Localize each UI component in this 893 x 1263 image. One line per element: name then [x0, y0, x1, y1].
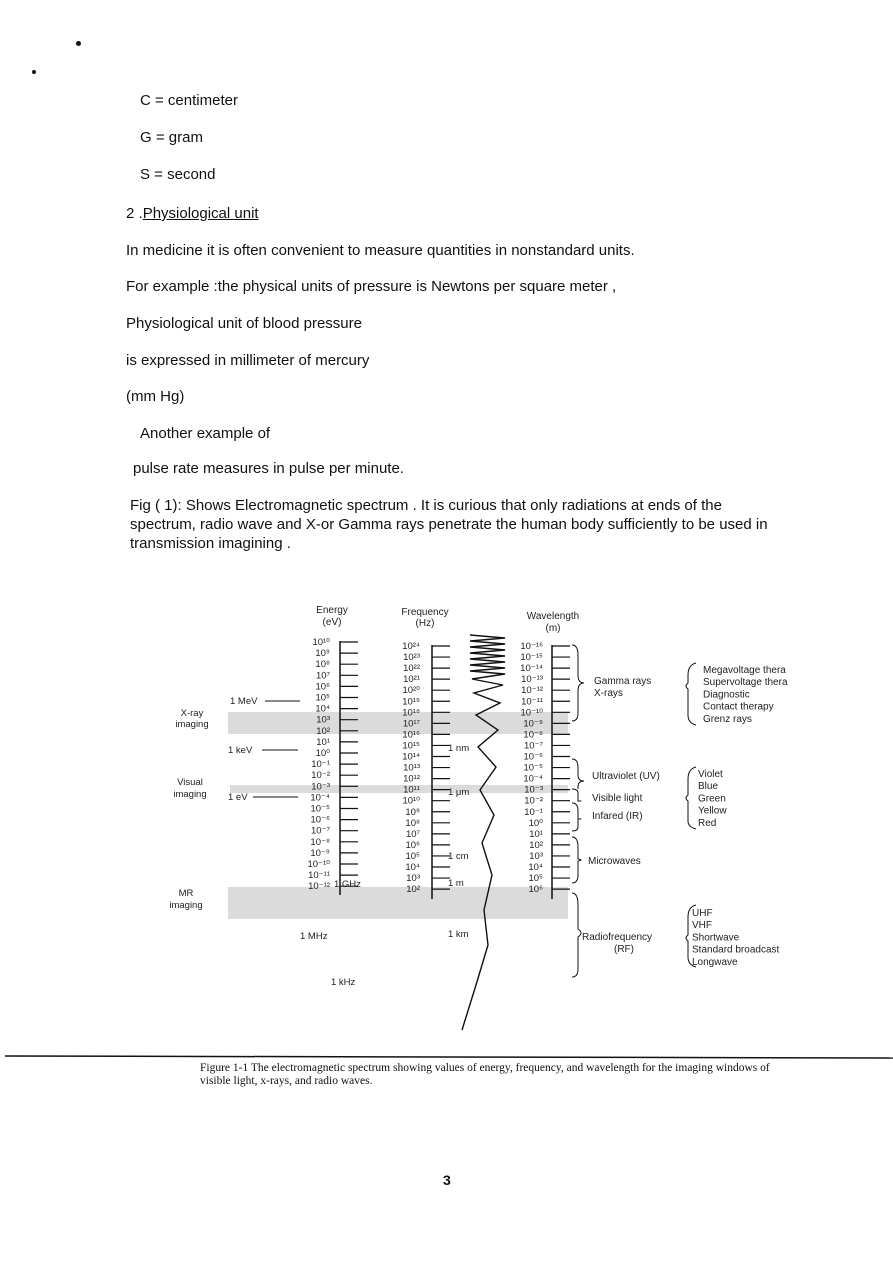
energy-tick-label: 10⁰	[315, 748, 330, 759]
xrays-label: X-rays	[594, 688, 623, 699]
gamma-rays-label: Gamma rays	[594, 676, 652, 687]
frequency-unit: (Hz)	[415, 618, 435, 629]
visible-light-label: Visible light	[592, 793, 643, 804]
wavelength-tick-label: 10⁻¹²	[521, 685, 543, 697]
section-number: 2 .	[126, 205, 143, 222]
wavelength-tick-label: 10¹	[529, 828, 543, 840]
color-item: Green	[698, 793, 726, 805]
frequency-tick-label: 10¹³	[403, 762, 420, 774]
wavelength-tick-label: 10⁻¹⁵	[520, 652, 543, 664]
figure-rule	[5, 1056, 893, 1058]
wavelength-scale	[520, 641, 570, 899]
frequency-tick-label: 10¹⁹	[402, 696, 420, 708]
unit-definition: S = second	[140, 166, 216, 183]
energy-tick-label: 10⁻¹¹	[308, 870, 330, 882]
color-item: Blue	[698, 781, 719, 793]
ir-label: Infared (IR)	[592, 811, 643, 822]
wavelength-tick-label: 10⁻⁷	[523, 740, 543, 752]
energy-tick-label: 10⁻⁶	[310, 814, 330, 826]
unit-definition: C = centimeter	[140, 92, 238, 109]
section-title: Physiological unit	[142, 205, 259, 222]
color-item: Yellow	[698, 805, 727, 817]
frequency-tick-label: 10⁴	[405, 862, 420, 873]
frequency-scale	[402, 641, 450, 899]
energy-tick-label: 10⁻¹	[311, 759, 330, 771]
wavelength-tick-label: 10⁻³	[524, 784, 543, 796]
wavelength-tick-label: 10⁻¹	[524, 806, 543, 818]
frequency-header: Frequency	[401, 607, 449, 618]
scan-speck	[32, 70, 36, 74]
figure-caption: Figure 1-1 The electromagnetic spectrum showing values of energy, frequency, and wavelength for the imaging windows of visible light, x-rays, and radio waves.	[200, 1062, 770, 1087]
paragraph: In medicine it is often convenient to measure quantities in nonstandard units.	[126, 242, 635, 259]
frequency-tick-label: 10²²	[403, 663, 420, 675]
radio-type-item: Longwave	[692, 956, 738, 968]
xray-type-item: Contact therapy	[703, 701, 774, 713]
radio-type-item: Shortwave	[692, 932, 740, 944]
paragraph: (mm Hg)	[126, 388, 185, 405]
xray-types-brace	[686, 663, 696, 725]
radio-type-item: VHF	[692, 920, 712, 932]
mhz-marker: 1 MHz	[300, 931, 328, 942]
wavelength-tick-label: 10⁻¹³	[521, 674, 543, 686]
visual-imaging-band	[230, 785, 568, 793]
frequency-tick-label: 10²⁰	[402, 685, 420, 697]
frequency-tick-label: 10¹⁸	[402, 707, 420, 719]
wavelength-tick-label: 10⁵	[528, 873, 543, 885]
energy-tick-label: 10³	[316, 714, 330, 726]
wavelength-tick-label: 10⁰	[528, 817, 543, 829]
frequency-tick-label: 10¹²	[403, 773, 420, 785]
km-marker: 1 km	[448, 929, 469, 940]
em-spectrum-figure	[0, 575, 893, 1065]
xray-type-item: Megavoltage thera	[703, 665, 786, 676]
energy-tick-label: 10⁵	[315, 692, 330, 704]
paragraph: Physiological unit of blood pressure	[126, 315, 362, 332]
wavelength-tick-label: 10⁻⁹	[523, 718, 543, 730]
section-heading	[126, 205, 259, 222]
frequency-tick-label: 10⁹	[405, 806, 420, 818]
mev-marker: 1 MeV	[230, 696, 258, 707]
scan-speck	[76, 41, 81, 46]
frequency-tick-label: 10²	[406, 884, 420, 896]
wavelength-tick-label: 10⁻⁴	[523, 773, 543, 785]
wavelength-tick-label: 10⁻¹⁴	[520, 663, 543, 675]
energy-tick-label: 10⁻³	[311, 781, 330, 793]
frequency-tick-label: 10¹⁷	[402, 718, 420, 730]
mr-imaging-label: MR	[178, 888, 194, 899]
frequency-tick-label: 10⁶	[405, 839, 420, 851]
paragraph: For example :the physical units of pressure is Newtons per square meter ,	[126, 278, 617, 295]
kev-marker: 1 keV	[228, 745, 253, 756]
khz-marker: 1 kHz	[331, 977, 356, 988]
ev-marker: 1 eV	[228, 792, 248, 803]
um-marker: 1 μm	[448, 787, 470, 798]
xray-type-item: Grenz rays	[703, 713, 752, 725]
xray-imaging-label: imaging	[175, 719, 209, 730]
visual-imaging-label: imaging	[173, 789, 207, 800]
paragraph: is expressed in millimeter of mercury	[126, 352, 370, 369]
energy-tick-label: 10⁸	[315, 659, 330, 671]
gamma-xray-brace	[572, 645, 584, 721]
xray-imaging-band	[228, 712, 568, 734]
visual-imaging-label: Visual	[177, 777, 203, 788]
wavelength-tick-label: 10⁻²	[524, 795, 543, 807]
frequency-tick-label: 10¹⁴	[402, 751, 420, 763]
energy-tick-label: 10⁻⁴	[310, 792, 330, 804]
energy-tick-label: 10¹⁰	[312, 637, 330, 648]
frequency-tick-label: 10¹⁰	[402, 795, 420, 807]
frequency-tick-label: 10³	[406, 873, 420, 885]
wavelength-tick-label: 10²	[529, 839, 543, 851]
wavelength-tick-label: 10⁻¹⁶	[520, 641, 543, 652]
nm-marker: 1 nm	[448, 743, 470, 754]
energy-tick-label: 10⁹	[315, 648, 330, 660]
energy-tick-label: 10¹	[316, 736, 330, 748]
frequency-tick-label: 10⁷	[405, 828, 420, 840]
colors-list	[698, 769, 727, 829]
wavelength-header: Wavelength	[526, 611, 580, 622]
mr-imaging-label: imaging	[169, 900, 203, 911]
frequency-tick-label: 10¹⁵	[402, 740, 420, 752]
xray-type-item: Supervoltage thera	[703, 677, 788, 689]
microwaves-label: Microwaves	[588, 856, 641, 867]
radio-types-list	[692, 908, 780, 968]
energy-tick-label: 10⁷	[315, 670, 330, 682]
frequency-tick-label: 10²³	[403, 652, 420, 664]
ir-brace	[572, 803, 581, 831]
energy-tick-label: 10⁻⁷	[310, 825, 330, 837]
uv-brace	[572, 759, 584, 789]
energy-unit: (eV)	[322, 617, 342, 628]
wave-curve	[462, 635, 505, 1030]
ghz-marker: 1 GHz	[334, 879, 361, 890]
energy-scale	[307, 637, 358, 895]
energy-tick-label: 10⁻¹²	[308, 881, 330, 893]
wavelength-tick-label: 10⁻¹⁰	[520, 707, 543, 719]
wavelength-unit: (m)	[545, 623, 561, 634]
energy-tick-label: 10⁻⁵	[310, 803, 330, 815]
paragraph: Another example of	[140, 425, 271, 442]
wavelength-tick-label: 10³	[529, 850, 543, 862]
frequency-tick-label: 10²¹	[403, 674, 420, 686]
rf-brace	[572, 893, 581, 977]
frequency-tick-label: 10⁸	[405, 817, 420, 829]
frequency-tick-label: 10¹¹	[403, 784, 420, 796]
uv-label: Ultraviolet (UV)	[592, 771, 660, 782]
visible-brace	[572, 789, 581, 801]
energy-tick-label: 10⁶	[315, 681, 330, 693]
xray-types-list	[703, 665, 788, 725]
wavelength-tick-label: 10⁴	[528, 862, 543, 873]
figure-description: Fig ( 1): Shows Electromagnetic spectrum . It is curious that only radiations at ends of the spectrum, radio wave and X-or Gamma rays penetrate the human body sufficiently to be used in transmission imagining .	[130, 497, 768, 552]
wavelength-tick-label: 10⁶	[528, 884, 543, 896]
xray-imaging-label: X-ray	[180, 708, 204, 719]
frequency-tick-label: 10²⁴	[402, 641, 420, 652]
m-marker: 1 m	[448, 878, 464, 889]
energy-tick-label: 10⁻¹⁰	[307, 859, 330, 870]
wavelength-tick-label: 10⁻⁵	[523, 762, 543, 774]
energy-tick-label: 10²	[316, 725, 330, 737]
energy-tick-label: 10⁴	[315, 703, 330, 715]
paragraph: pulse rate measures in pulse per minute.	[133, 460, 404, 477]
energy-tick-label: 10⁻²	[311, 770, 330, 782]
xray-type-item: Diagnostic	[703, 689, 750, 701]
energy-tick-label: 10⁻⁹	[310, 847, 330, 859]
wavelength-tick-label: 10⁻⁸	[523, 729, 543, 741]
wavelength-tick-label: 10⁻¹¹	[521, 696, 543, 708]
color-item: Violet	[698, 769, 723, 780]
energy-tick-label: 10⁻⁸	[310, 836, 330, 848]
page-number: 3	[443, 1172, 451, 1188]
microwave-brace	[572, 837, 581, 883]
color-item: Red	[698, 817, 717, 829]
frequency-tick-label: 10¹⁶	[402, 729, 420, 741]
radio-type-item: Standard broadcast	[692, 944, 780, 956]
radio-type-item: UHF	[692, 908, 713, 919]
wavelength-tick-label: 10⁻⁶	[523, 751, 543, 763]
energy-header: Energy	[316, 605, 348, 616]
frequency-tick-label: 10⁵	[405, 850, 420, 862]
cm-marker: 1 cm	[448, 851, 469, 862]
rf-abbrev-label: (RF)	[614, 944, 634, 955]
rf-label: Radiofrequency	[582, 932, 653, 943]
unit-definition: G = gram	[140, 129, 203, 146]
colors-brace	[686, 767, 696, 829]
mr-imaging-band	[228, 887, 568, 919]
